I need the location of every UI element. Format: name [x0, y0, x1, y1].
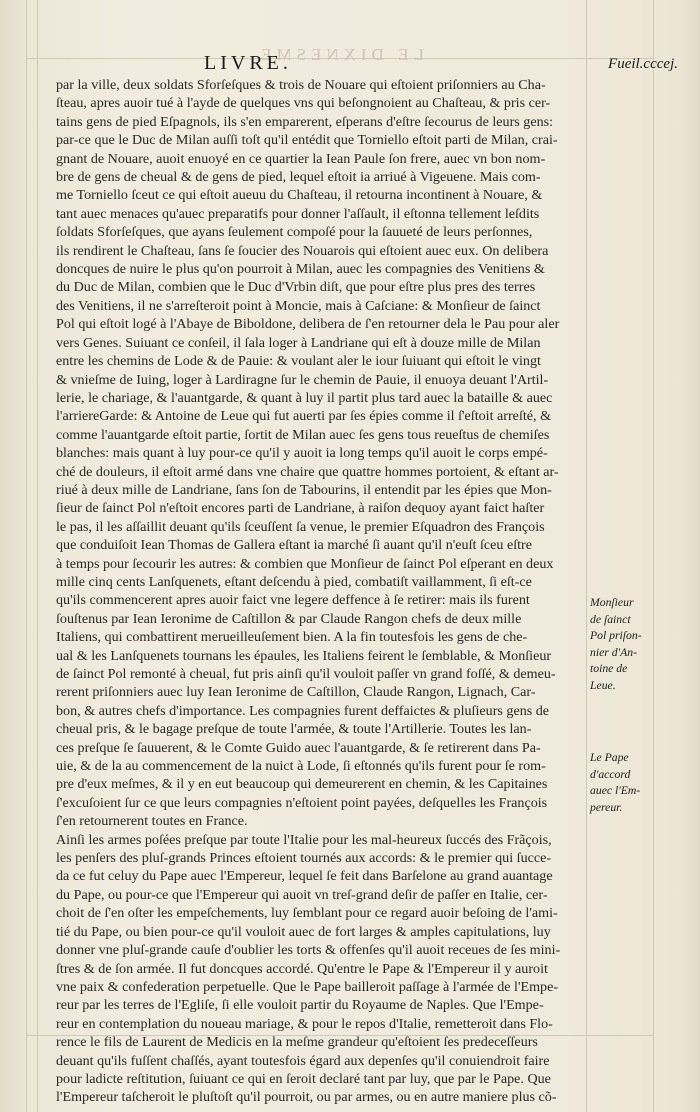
ruling-line: [26, 0, 27, 1112]
text-line: vne paix & confederation perpetuelle. Que le Pape bailleroit paſſage à l'armée de l'Empe-: [56, 978, 559, 995]
margin-note-line: Pol priſon-: [590, 629, 642, 642]
text-line: ſtres & de ſon armée. Il fut doncques accordé. Qu'entre le Pape & l'Empereur il y auroit: [56, 960, 548, 977]
text-line: à temps pour ſecourir les autres: & combien que Monſieur de ſainct Pol eſperant en deux: [56, 555, 554, 572]
text-line: des Venitiens, il ne s'arreſteroit point à Moncie, mais à Caſciane: & Monſieur de ſainct: [56, 297, 541, 314]
text-line: Ainſi les armes poſées preſque par toute l'Italie pour les mal-heureux ſuccés des Frãçois,: [56, 831, 552, 848]
text-line: da ce fut celuy du Pape auec l'Empereur, lequel ſe feit dans Barſelone au grand auantage: [56, 868, 553, 885]
text-line: gnant de Nouare, auoit enuoyé en ce quartier la Iean Paule ſon frere, auec vn bon nom-: [56, 150, 546, 167]
text-line: lerie, le chariage, & l'auantgarde, & quant à luy il partit plus tard auec la bataille & auec: [56, 389, 553, 406]
ruling-line: [37, 0, 38, 1112]
margin-note-line: Le Pape: [590, 751, 629, 764]
text-line: par-ce que le Duc de Milan auſſi toſt qu'il entédit que Torniello eſtoit parti de Milan, crai-: [56, 132, 558, 149]
text-line: ual & les Lanſquenets tournans les épaules, les Italiens feirent le ſemblable, & Monſieur: [56, 647, 552, 664]
text-line: du Duc de Milan, combien que le Duc d'Vrbin diſt, que pour eſtre plus pres des terres: [56, 279, 536, 296]
text-line: cheual pris, & le bagage preſque de toute l'armée, & toute l'Artillerie. Toutes les lan-: [56, 721, 532, 738]
text-line: doncques de nuire le plus qu'on pourroit à Milan, auec les compagnies des Venitiens &: [56, 261, 545, 278]
text-line: rence le fils de Laurent de Medicis en la meſme grandeur qu'eſtoient ſes predeceſſeurs: [56, 1034, 538, 1051]
text-line: vers Genes. Suiuant ce conſeil, il ſala loger à Landriane qui eſt à douze mille de Milan: [56, 334, 541, 351]
text-line: le pas, il les aſſaillit deuant qu'ils ſceuſſent ſa venue, le premier Eſquadron des François: [56, 518, 545, 535]
text-line: mille cinq cents Lanſquenets, eſtant deſcendu à pied, combatiſt vaillamment, ſi eſt-ce: [56, 573, 532, 590]
bleed-through-text: LE DIXNESME: [256, 45, 424, 64]
text-line: tant auec menaces qu'auec preparatifs pour donner l'aſſault, il eſtonna tellement leſdits: [56, 205, 540, 222]
ruling-line: [586, 0, 587, 1112]
margin-note-saint-pol: [590, 595, 660, 694]
text-line: uie, & de la au commencement de la nuict à Lode, ſi eſtonnés qu'ils furent pour ſe rom-: [56, 758, 546, 775]
text-line: l'arriereGarde: & Antoine de Leue qui fut auerti par ſes épies comme il ſ'eſtoit arreſté, &: [56, 408, 552, 425]
margin-note-line: pereur.: [590, 800, 623, 814]
folio-number: Fueil.cccej.: [608, 56, 678, 72]
margin-note-line: auec l'Em-: [590, 784, 641, 797]
text-line: les penſers des pluſ-grands Princes eſtoient tournés aux accords: & le premier qui ſucce-: [56, 850, 552, 867]
text-line: riué à deux mille de Landriane, ſans ſon de Tabourins, il entendit par les épies que Mon-: [56, 481, 552, 498]
text-line: reur par les terres de l'Egliſe, ſi elle vouloit partir du Royaume de Naples. Que l'Empe-: [56, 997, 544, 1014]
text-line: entre les chemins de Lode & de Pauie: & voulant aler le iour ſuiuant qui eſtoit le vingt: [56, 353, 541, 370]
text-line: ces preſque ſe ſauuerent, & le Comte Guido auec l'auantgarde, & ſe retirerent dans Pa-: [56, 739, 541, 756]
ruling-line: [653, 0, 654, 1112]
text-line: deuant qu'ils fuſſent chaſſés, ayant toutesfois égard aux depenſes qu'il conuiendroit faire: [56, 1052, 550, 1069]
text-line: me Torniello ſceut ce qui eſtoit aueuu du Chaſteau, il retourna incontinent à Nouare, &: [56, 187, 543, 204]
text-line: ſoldats Sforſeſques, que ayans ſeulement compoſé pour la ſauueté de leurs perſonnes,: [56, 224, 533, 241]
text-line: reur en contemplation du noueau mariage, & pour le repos d'Italie, remetteroit dans Flo-: [56, 1015, 553, 1032]
text-line: & vnieſme de Iuing, loger à Lardiragne ſur le chemin de Pauie, il enuoya deuant l'Artil-: [56, 371, 549, 388]
text-line: ſieur de ſainct Pol n'eſtoit encores parti de Landriane, à raiſon dequoy ayant faict haſter: [56, 500, 545, 517]
text-line: ſ'en retournerent toutes en France.: [56, 813, 248, 830]
text-line: bre de gens de cheual & de gens de pied, lequel eſtoit ia arriué à Vigeuene. Mais com-: [56, 169, 541, 186]
text-line: tié du Pape, ou bien pour-ce qu'il vouloit auec de fort larges & amples capitulations, luy: [56, 923, 551, 940]
text-line: ſouſtenus par Iean Ieronime de Caſtillon & par Claude Rangon chefs de deux mille: [56, 610, 522, 627]
margin-note-line: d'accord: [590, 767, 631, 781]
text-line: comme l'auantgarde eſtoit partie, ſortit de Milan auec ſes gens tous reueſtus de chemiſes: [56, 426, 550, 443]
running-title: LIVRE.: [204, 52, 292, 74]
text-line: pre d'eux meſmes, & il y en eut beaucoup qui demeurerent en chemin, & les Capitaines: [56, 776, 548, 793]
margin-note-line: toine de: [590, 662, 628, 675]
text-line: Italiens, qui combattirent merueilleuſement bien. A la fin toutesfois les gens de che-: [56, 629, 528, 646]
text-line: qu'ils commencerent apres auoir faict vne legere deffence à ſe retirer: mais ils furent: [56, 592, 530, 609]
text-line: l'Empereur taſcheroit le pluſtoſt qu'il pourroit, ou par armes, ou en autre maniere plus cõ-: [56, 1089, 557, 1106]
text-line: ils rendirent le Chaſteau, ſans ſe ſoucier des Nouarois qui eſtoient auec eux. On delibera: [56, 242, 549, 259]
text-line: du Pape, ou pour-ce que l'Empereur qui auoit vn treſ-grand deſir de paſſer en Italie, cer-: [56, 886, 548, 903]
text-line: choit de ſ'en oſter les empeſchements, luy ſemblant pour ce regard auoir beſoing de l'ami-: [56, 905, 558, 922]
margin-note-line: de ſainct: [590, 612, 631, 626]
text-line: par la ville, deux soldats Sforſeſques & trois de Nouare qui eſtoient priſonniers au Cha-: [56, 77, 546, 93]
text-line: tains gens de pied Eſpagnols, ils s'en emparerent, eſperans d'eſtre ſecourus de leurs gens:: [56, 113, 554, 130]
text-line: rerent priſonniers auec luy Iean Ieronime de Caſtillon, Claude Rangon, Lignach, Car-: [56, 684, 536, 701]
text-line: ſ'excuſoient ſur ce que leurs compagnies n'eſtoient point payées, deſquelles les François: [56, 794, 548, 811]
main-text-block: [56, 76, 584, 1107]
margin-note-line: Monſieur: [590, 596, 634, 609]
text-line: de ſainct Pol remonté à cheual, fut pris ainſi qu'il vouloit paſſer vn grand foſſé, & demeu-: [56, 666, 556, 682]
text-line: blanches: mais quant à luy pour-ce qu'il y auoit ia long temps qu'il auoit le corps empé-: [56, 445, 548, 462]
margin-note-pape: [590, 750, 660, 816]
text-line: pour ladicte reſtitution, ſuiuant ce qui en ſeroit declaré tant par luy, que par le Pape. Que: [56, 1070, 551, 1087]
margin-note-line: nier d'An-: [590, 645, 637, 659]
text-line: Pol qui eſtoit logé à l'Abaye de Biboldone, delibera de ſ'en retourner dela le Pau pour aler: [56, 316, 560, 333]
text-line: donner vne pluſ-grande cauſe d'oublier les torts & offenſes qu'il auoit receues de ſes mini-: [56, 942, 561, 959]
text-line: ſteau, apres auoir tué à l'ayde de quelques vns qui beſongnoient au Chaſteau, & pris cer-: [56, 95, 551, 112]
margin-note-line: Leue.: [590, 678, 616, 692]
text-line: bon, & autres chefs d'importance. Les compagnies furent deffaictes & pluſieurs gens de: [56, 702, 550, 719]
text-line: ché de douleurs, il eſtoit armé dans vne chaire que quattre hommes portoient, & eſtant ar-: [56, 463, 559, 480]
text-line: que conduiſoit Iean Thomas de Gallera eſtant ia marché ſi auant qu'il n'euſt ſceu eſtre: [56, 537, 532, 554]
